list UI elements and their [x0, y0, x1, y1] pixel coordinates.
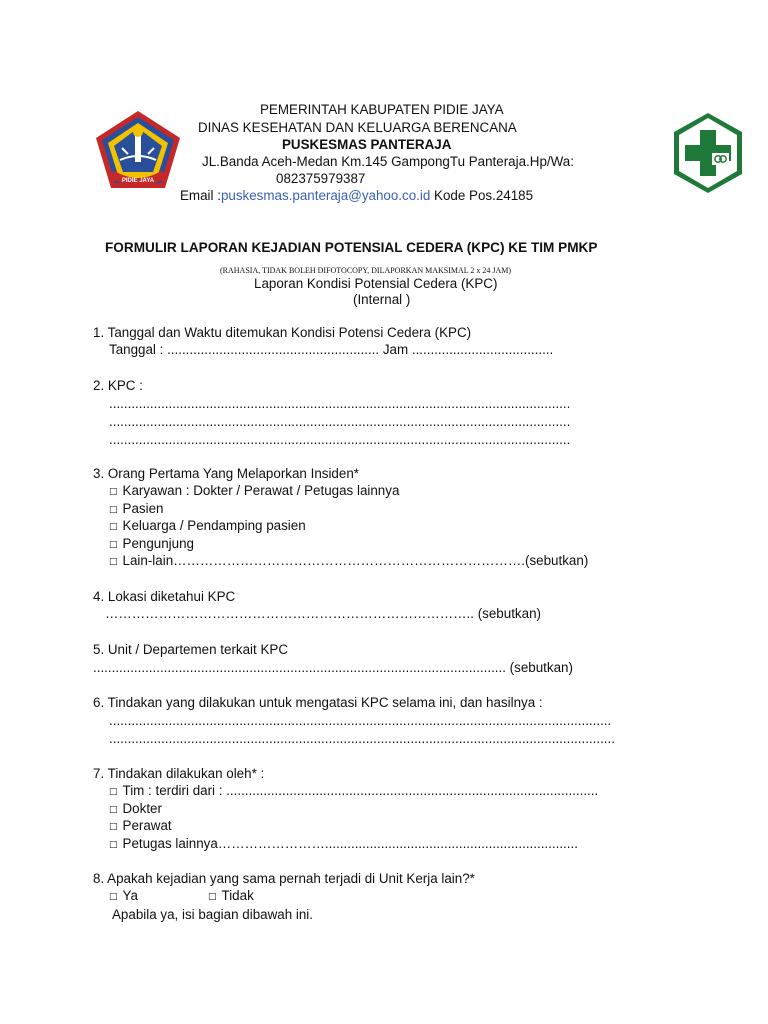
- header-puskesmas: PUSKESMAS PANTERAJA: [282, 137, 452, 152]
- q2-line[interactable]: ............................................................................................................................: [109, 396, 571, 411]
- header-address: JL.Banda Aceh-Medan Km.145 GampongTu Panteraja.Hp/Wa:: [202, 154, 574, 169]
- checkbox-icon[interactable]: □: [109, 540, 118, 550]
- q8-option-ya[interactable]: [109, 888, 138, 903]
- q5-label: 5. Unit / Departemen terkait KPC: [93, 642, 288, 657]
- q4-label: 4. Lokasi diketahui KPC: [93, 589, 236, 604]
- header-government: PEMERINTAH KABUPATEN PIDIE JAYA: [260, 102, 504, 117]
- option-label: Tim : terdiri dari : ....................................................................................................: [122, 783, 599, 798]
- q1-label: 1. Tanggal dan Waktu ditemukan Kondisi Potensi Cedera (KPC): [93, 325, 472, 340]
- option-label: Perawat: [122, 818, 172, 833]
- q3-option-lainlain[interactable]: [109, 553, 588, 568]
- option-label: Pasien: [122, 501, 164, 516]
- puskesmas-logo: [671, 110, 745, 196]
- q4-location-field[interactable]: ……………………………………………………………………….. (sebutkan): [105, 606, 541, 621]
- q8-note: Apabila ya, isi bagian dibawah ini.: [112, 907, 313, 922]
- option-label: Petugas lainnya……………………....................................................................: [122, 836, 578, 851]
- q5-unit-field[interactable]: ............................................................................................................... (sebutkan): [93, 660, 573, 675]
- option-label: Dokter: [122, 801, 162, 816]
- confidential-note: (RAHASIA, TIDAK BOLEH DIFOTOCOPY, DILAPORKAN MAKSIMAL 2 x 24 JAM): [220, 266, 512, 275]
- logo-caption: PIDIE JAYA: [121, 178, 155, 184]
- checkbox-icon[interactable]: □: [109, 840, 118, 850]
- email-prefix: Email :: [180, 188, 221, 203]
- q3-option-pengunjung[interactable]: [109, 536, 194, 551]
- header-email-line: [180, 188, 533, 203]
- checkbox-icon[interactable]: □: [109, 522, 118, 532]
- checkbox-icon[interactable]: □: [109, 557, 118, 567]
- q8-option-tidak[interactable]: [208, 888, 254, 903]
- q7-option-dokter[interactable]: [109, 801, 162, 816]
- checkbox-icon[interactable]: □: [109, 505, 118, 515]
- checkbox-icon[interactable]: □: [109, 805, 118, 815]
- postal-code: Kode Pos.24185: [430, 188, 534, 203]
- q2-line[interactable]: ............................................................................................................................: [109, 432, 571, 447]
- option-label: Lain-lain…………………………………………………………………….(sebutkan): [122, 553, 589, 568]
- q2-line[interactable]: ............................................................................................................................: [109, 414, 571, 429]
- q3-option-keluarga[interactable]: [109, 518, 306, 533]
- q3-option-pasien[interactable]: [109, 501, 163, 516]
- q7-option-tim[interactable]: [109, 783, 598, 798]
- email-link[interactable]: puskesmas.panteraja@yahoo.co.id: [220, 188, 431, 203]
- q1-date-time-field[interactable]: Tanggal : ......................................................... Jam ......................................: [109, 342, 554, 357]
- q6-label: 6. Tindakan yang dilakukan untuk mengatasi KPC selama ini, dan hasilnya :: [93, 695, 543, 710]
- option-label: Keluarga / Pendamping pasien: [122, 518, 306, 533]
- q7-label: 7. Tindakan dilakukan oleh* :: [93, 766, 265, 781]
- q7-option-petugas[interactable]: [109, 836, 578, 851]
- checkbox-icon[interactable]: □: [109, 787, 118, 797]
- header-department: DINAS KESEHATAN DAN KELUARGA BERENCANA: [198, 120, 517, 135]
- pidie-jaya-logo: [92, 108, 184, 192]
- q6-line[interactable]: ........................................................................................................................................: [109, 731, 615, 746]
- checkbox-icon[interactable]: □: [109, 822, 118, 832]
- q6-line[interactable]: .......................................................................................................................................: [109, 713, 612, 728]
- q3-option-karyawan[interactable]: [109, 483, 399, 498]
- option-label: Karyawan : Dokter / Perawat / Petugas lainnya: [122, 483, 400, 498]
- q7-option-perawat[interactable]: [109, 818, 172, 833]
- option-label: Ya: [122, 888, 138, 903]
- checkbox-icon[interactable]: □: [109, 892, 118, 902]
- form-title: FORMULIR LAPORAN KEJADIAN POTENSIAL CEDERA (KPC) KE TIM PMKP: [105, 240, 598, 255]
- form-subtitle: Laporan Kondisi Potensial Cedera (KPC): [254, 276, 498, 291]
- option-label: Pengunjung: [122, 536, 194, 551]
- q8-label: 8. Apakah kejadian yang sama pernah terjadi di Unit Kerja lain?*: [93, 871, 475, 886]
- q2-label: 2. KPC :: [93, 378, 143, 393]
- q3-label: 3. Orang Pertama Yang Melaporkan Insiden*: [93, 466, 359, 481]
- header-phone: 082375979387: [276, 171, 366, 186]
- checkbox-icon[interactable]: □: [109, 487, 118, 497]
- option-label: Tidak: [221, 888, 254, 903]
- checkbox-icon[interactable]: □: [208, 892, 217, 902]
- form-subtitle-internal: (Internal ): [353, 292, 411, 307]
